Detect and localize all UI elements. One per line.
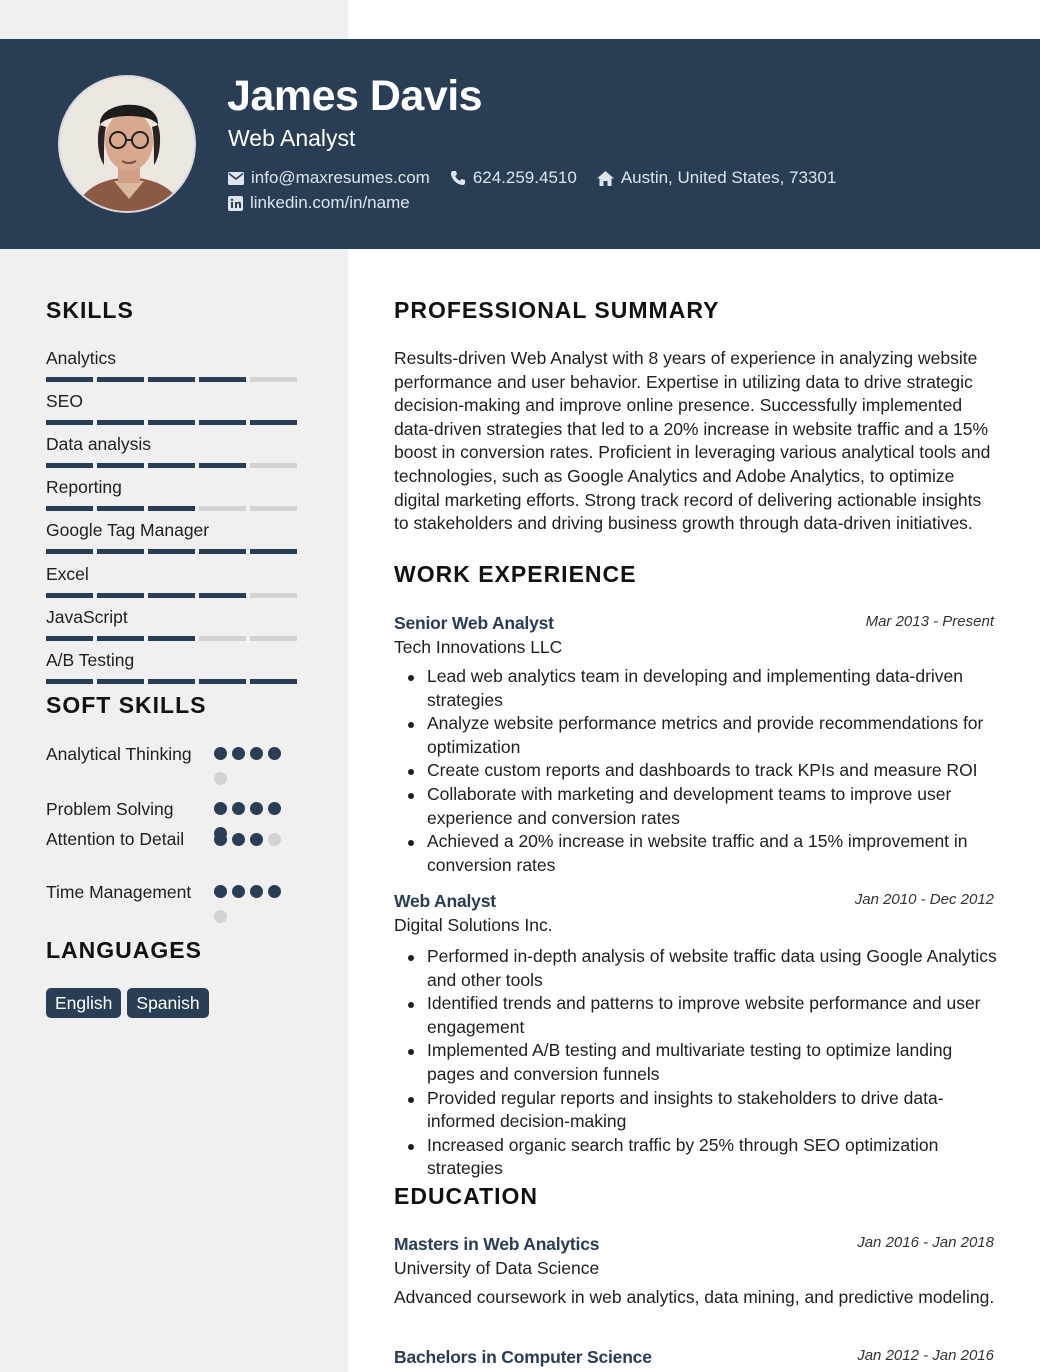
- candidate-name: James Davis: [227, 72, 483, 120]
- contact-row-2: [228, 192, 430, 214]
- rating-dot: [232, 747, 245, 760]
- education-entry-header: [394, 1346, 994, 1368]
- job-company: Digital Solutions Inc.: [394, 915, 553, 935]
- summary-heading: PROFESSIONAL SUMMARY: [394, 297, 720, 323]
- skill-level-segment: [148, 377, 195, 382]
- rating-dot: [268, 747, 281, 760]
- rating-dot: [250, 747, 263, 760]
- skill-level-segment: [199, 420, 246, 425]
- bullet-item: Create custom reports and dashboards to track KPIs and measure ROI: [408, 759, 998, 783]
- soft-skill-label: Time Management: [46, 882, 192, 902]
- rating-dot: [232, 802, 245, 815]
- job-dates: Mar 2013 - Present: [865, 613, 994, 630]
- skill-level-segment: [250, 593, 297, 598]
- bullet-item: Performed in-depth analysis of website traffic data using Google Analytics and other tools: [408, 945, 998, 992]
- skill-level-segment: [97, 593, 144, 598]
- skills-heading: SKILLS: [46, 297, 134, 323]
- skill-level-bar: [46, 506, 302, 511]
- skill-level-bar: [46, 377, 302, 382]
- degree-title: Masters in Web Analytics: [394, 1234, 600, 1254]
- rating-dot: [214, 802, 227, 815]
- candidate-title: Web Analyst: [228, 125, 356, 151]
- skill-level-segment: [46, 506, 93, 511]
- skill-label: Reporting: [46, 477, 122, 497]
- skill-level-segment: [148, 463, 195, 468]
- job-entry-header: [394, 612, 994, 659]
- skill-level-segment: [148, 506, 195, 511]
- rating-dot: [232, 885, 245, 898]
- skill-item: [46, 347, 302, 382]
- job-dates: Jan 2010 - Dec 2012: [854, 891, 994, 908]
- home-icon: [597, 171, 614, 186]
- skill-level-segment: [250, 463, 297, 468]
- skill-level-segment: [46, 593, 93, 598]
- languages-heading: LANGUAGES: [46, 937, 202, 963]
- skill-label: SEO: [46, 391, 83, 411]
- skill-level-segment: [250, 506, 297, 511]
- envelope-icon: [228, 172, 244, 185]
- phone-icon: [450, 170, 466, 186]
- resume-header: [0, 39, 1040, 249]
- linkedin-text: linkedin.com/in/name: [250, 193, 410, 212]
- skill-level-segment: [97, 377, 144, 382]
- skill-level-segment: [97, 549, 144, 554]
- rating-dot: [268, 802, 281, 815]
- rating-dot: [214, 885, 227, 898]
- skill-item: [46, 563, 302, 598]
- skill-item: [46, 649, 302, 684]
- job-bullets: [408, 665, 998, 877]
- rating-dot: [232, 833, 245, 846]
- soft-skill-label: Problem Solving: [46, 799, 174, 819]
- skill-level-segment: [199, 636, 246, 641]
- skill-level-bar: [46, 549, 302, 554]
- linkedin-icon: [228, 196, 243, 211]
- skill-level-segment: [46, 377, 93, 382]
- skill-label: Data analysis: [46, 434, 152, 454]
- rating-dot: [250, 833, 263, 846]
- skill-level-segment: [250, 549, 297, 554]
- skill-level-segment: [199, 506, 246, 511]
- linkedin-contact[interactable]: [228, 192, 410, 214]
- job-bullets: [408, 945, 998, 1181]
- skill-level-segment: [97, 506, 144, 511]
- bullet-item: Analyze website performance metrics and provide recommendations for optimization: [408, 712, 998, 759]
- soft-skill-label: Analytical Thinking: [46, 744, 192, 764]
- rating-dot: [214, 910, 227, 923]
- skill-level-bar: [46, 420, 302, 425]
- bullet-item: Implemented A/B testing and multivariate testing to optimize landing pages and conversion funnels: [408, 1039, 998, 1086]
- skill-level-segment: [97, 463, 144, 468]
- skill-label: Google Tag Manager: [46, 520, 210, 540]
- profile-photo: [58, 75, 196, 213]
- skill-level-segment: [250, 636, 297, 641]
- skill-item: [46, 476, 302, 511]
- rating-dot: [250, 802, 263, 815]
- skill-level-segment: [148, 679, 195, 684]
- bullet-item: Lead web analytics team in developing and implementing data-driven strategies: [408, 665, 998, 712]
- bullet-item: Identified trends and patterns to improve website performance and user engagement: [408, 992, 998, 1039]
- email-text: info@maxresumes.com: [251, 168, 430, 187]
- rating-dot: [214, 772, 227, 785]
- location-contact: [597, 167, 836, 189]
- skill-level-segment: [199, 593, 246, 598]
- school-name: University of Data Science: [394, 1258, 600, 1278]
- phone-text: 624.259.4510: [472, 168, 577, 187]
- language-badge: Spanish: [127, 988, 208, 1018]
- language-badge: English: [46, 988, 121, 1018]
- job-entry-header: [394, 890, 994, 937]
- education-description: Advanced coursework in web analytics, data mining, and predictive modeling.: [394, 1287, 995, 1307]
- bullet-item: Increased organic search traffic by 25% through SEO optimization strategies: [408, 1134, 998, 1181]
- skill-level-segment: [46, 549, 93, 554]
- soft-skills-heading: SOFT SKILLS: [46, 692, 207, 718]
- skill-level-bar: [46, 636, 302, 641]
- skill-level-segment: [199, 549, 246, 554]
- skill-level-segment: [46, 679, 93, 684]
- skill-level-segment: [199, 377, 246, 382]
- languages-list: [46, 988, 209, 1018]
- skill-level-segment: [148, 593, 195, 598]
- skill-item: [46, 390, 302, 425]
- skill-level-segment: [199, 463, 246, 468]
- rating-dot: [214, 833, 227, 846]
- experience-heading: WORK EXPERIENCE: [394, 561, 637, 587]
- skill-level-segment: [148, 420, 195, 425]
- summary-text: Results-driven Web Analyst with 8 years of experience in analyzing website performance and user behavior. Expertise in utilizing data to drive strategic decision-making and improve online presence. Successfully implemented data-driven strategies that led to a 20% increase in website traffic and a 15% boost in conversion rates. Proficient in leveraging various analytical tools and technologies, such as Google Analytics and Adobe Analytics, to optimize digital marketing efforts. Strong track record of delivering actionable insights to stakeholders and driving business growth through data-driven initiatives.: [394, 348, 991, 534]
- skill-level-segment: [46, 463, 93, 468]
- skill-level-segment: [46, 636, 93, 641]
- bullet-item: Collaborate with marketing and development teams to improve user experience and conversion rates: [408, 783, 998, 830]
- skill-level-segment: [148, 549, 195, 554]
- rating-dot: [268, 885, 281, 898]
- skill-level-segment: [46, 420, 93, 425]
- skill-level-segment: [250, 377, 297, 382]
- location-text: Austin, United States, 73301: [620, 168, 837, 187]
- rating-dot: [250, 885, 263, 898]
- skill-label: A/B Testing: [46, 650, 135, 670]
- rating-dot: [214, 747, 227, 760]
- skill-level-segment: [97, 636, 144, 641]
- bullet-item: Achieved a 20% increase in website traffic and a 15% improvement in conversion rates: [408, 830, 998, 877]
- education-dates: Jan 2016 - Jan 2018: [857, 1234, 994, 1251]
- education-dates: Jan 2012 - Jan 2016: [857, 1347, 994, 1364]
- bullet-item: Provided regular reports and insights to stakeholders to drive data-informed decision-making: [408, 1087, 998, 1134]
- skill-level-segment: [199, 679, 246, 684]
- skill-level-segment: [97, 679, 144, 684]
- rating-dot: [268, 833, 281, 846]
- job-role: Senior Web Analyst: [394, 613, 554, 633]
- skill-item: [46, 519, 302, 554]
- job-role: Web Analyst: [394, 891, 496, 911]
- skill-level-bar: [46, 679, 302, 684]
- education-heading: EDUCATION: [394, 1183, 539, 1209]
- skill-level-segment: [148, 636, 195, 641]
- soft-skill-label: Attention to Detail: [46, 829, 185, 849]
- skill-label: Analytics: [46, 348, 117, 368]
- skill-label: Excel: [46, 564, 89, 584]
- skill-level-segment: [97, 420, 144, 425]
- skill-level-segment: [250, 420, 297, 425]
- email-contact[interactable]: [228, 167, 430, 189]
- contact-row: [228, 167, 856, 189]
- education-entry-header: [394, 1233, 994, 1280]
- skill-level-segment: [250, 679, 297, 684]
- job-company: Tech Innovations LLC: [394, 637, 563, 657]
- skill-item: [46, 433, 302, 468]
- skill-level-bar: [46, 593, 302, 598]
- skill-label: JavaScript: [46, 607, 128, 627]
- degree-title: Bachelors in Computer Science: [394, 1347, 652, 1367]
- phone-contact[interactable]: [450, 167, 577, 189]
- skill-level-bar: [46, 463, 302, 468]
- skill-item: [46, 606, 302, 641]
